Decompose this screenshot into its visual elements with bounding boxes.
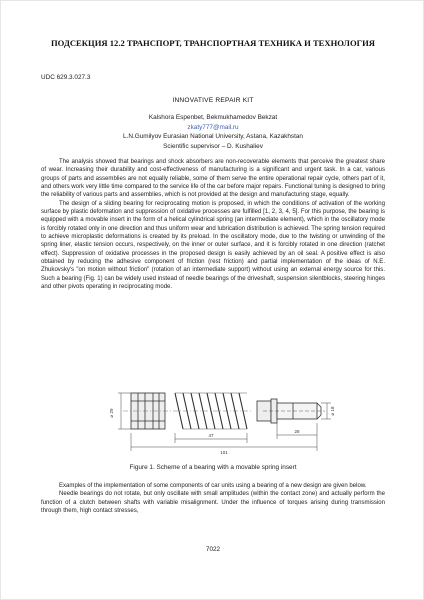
dim-shaft-length: 28	[294, 429, 300, 434]
author-affiliation: L.N.Gumilyov Eurasian National University, Astana, Kazakhstan	[123, 133, 303, 141]
figure-caption: Figure 1. Scheme of a bearing with a movable spring insert	[129, 464, 297, 471]
figure-bearing-scheme	[93, 373, 343, 461]
dim-spring-length: 47	[208, 433, 214, 438]
dim-right-diameter: ⌀ 18	[330, 406, 335, 416]
author-email[interactable]: zkaty777@mail.ru	[187, 123, 239, 131]
paragraph: The analysis showed that bearings and shock absorbers are non-recoverable elements that perceive the greatest share of wear. Increasing their durability and cost-effectiveness of manufacturing is a significant and urgent task. In a car, various groups of parts and assemblies are not equally reliable, some of them serve the entire operational repair cycle, others part of it, and others work very little time compared to the service life of the car before major repairs. Functional tuning is designed to bring the reliability of various parts and assemblies, which is not provided at the design and manufacturing stage, equally.	[41, 159, 385, 199]
shaft-part	[257, 399, 325, 423]
author-names: Kalshora Espenbet, Bekmukhamedov Bekzat	[148, 114, 278, 121]
paper-title: INNOVATIVE REPAIR KIT	[172, 97, 254, 104]
paragraph: Needle bearings do not rotate, but only oscillate with small amplitudes (within the contact zone) and actually perform the function of a clutch between shafts with variable misalignment. Under the influence of torques arising during transmission through them, high contact stresses,	[41, 491, 385, 515]
paragraph: The design of a sliding bearing for reciprocating motion is proposed, in which the conditions of activation of the working surface by plastic deformation and suppression of oxidative processes are fulfilled [1, 2, 3, 4, 5]. For this purpose, the bearing is equipped with a movable insert in the form of a helical cylindrical spring (an intermediate element), which in the oscillatory mode is forcibly rotated only in one direction and thus uniform wear and lubrication distribution is achieved. The spring tension required to achieve microplastic deformations is created by its preload. In the oscillatory mode, due to the twisting or unwinding of the spring liner, elastic tension occurs, respectively, on the inner or outer surface, and it is forcibly rotated in one direction (ratchet effect). Suppression of oxidative processes in the proposed design is easily achieved by an oil seal. A positive effect is also obtained by reducing the adhesive component of friction (rest friction) and partial implementation of the ideas of N.E. Zhukovsky's "on motion without friction" (rotation of an intermediate support) without using an external energy source for this. Such a bearing (Fig. 1) can be widely used instead of needle bearings of the driveshaft, suspension silentblocks, steering hinges and other pivots operating in reciprocating mode.	[41, 200, 385, 291]
dim-left-diameter: ⌀ 29	[109, 408, 114, 418]
author-block	[41, 113, 385, 151]
body-text-continued	[41, 482, 385, 515]
udc-code: UDC 629.3.027.3	[41, 74, 91, 81]
body-text	[41, 158, 385, 292]
bearing-scheme-drawing	[93, 373, 343, 461]
section-title: ПОДСЕКЦИЯ 12.2 ТРАНСПОРТ, ТРАНСПОРТНАЯ ТЕХНИКА И ТЕХНОЛОГИЯ	[51, 38, 375, 48]
scientific-supervisor: Scientific supervisor – D. Kushaliev	[163, 142, 263, 150]
page-number: 7022	[205, 546, 221, 553]
paragraph: Examples of the implementation of some components of car units using a bearing of a new design are given below.	[59, 483, 367, 489]
dim-total-length: 101	[220, 450, 228, 455]
